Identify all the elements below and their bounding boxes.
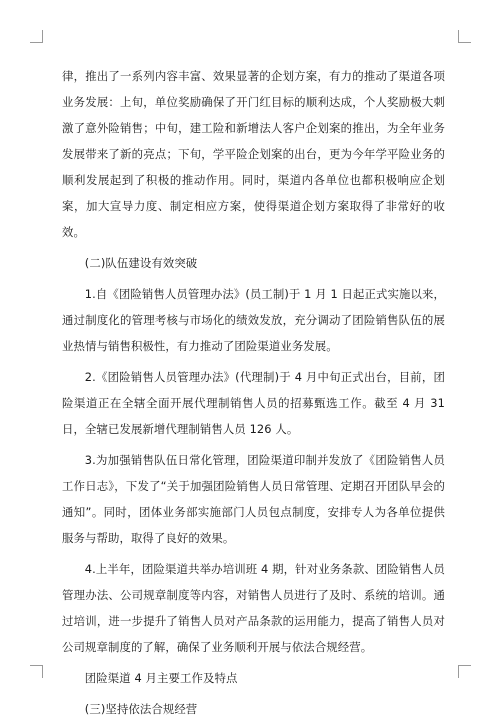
paragraph-item-1: 1.自《团险销售人员管理办法》(员工制)于 1 月 1 日起正式实施以来，通过制度化的管理考核与市场化的绩效发放，充分调动了团险销售队伍的展业热情与销售积极性，有力推动了团险渠道业务发展。	[62, 287, 445, 353]
section-heading-team-building: (二)队伍建设有效突破	[84, 256, 198, 270]
crop-mark-top-left	[30, 30, 43, 43]
paragraph-item-3: 3.为加强销售队伍日常化管理，团险渠道印制并发放了《团险销售人员工作日志》，下发了“关于加强团险销售人员日常管理、定期召开团队早会的通知”。同时，团体业务部实施部门人员包点制度，安排专人为各单位提供服务与帮助，取得了良好的效果。	[62, 453, 445, 545]
crop-mark-bottom-right	[458, 665, 471, 678]
section-heading-april-summary: 团险渠道 4 月主要工作及特点	[84, 671, 238, 685]
section-heading-compliance: (三)坚持依法合规经营	[84, 702, 198, 716]
paragraph-planning-continuation: 律，推出了一系列内容丰富、效果显著的企划方案，有力的推动了渠道各项业务发展：上旬，单位奖励确保了开门红目标的顺利达成，个人奖励极大刺激了意外险销售；中旬，建工险和新增法人客户企划案的推出，为全年业务发展带来了新的亮点；下旬，学平险企划案的出台，更为今年学平险业务的顺利发展起到了积极的推动作用。同时，渠道内各单位也都积极响应企划案，加大宣导力度、制定相应方案，使得渠道企划方案取得了非常好的收效。	[62, 69, 445, 239]
paragraph-item-4: 4.上半年，团险渠道共举办培训班 4 期，针对业务条款、团险销售人员管理办法、公司规章制度等内容，对销售人员进行了及时、系统的培训。通过培训，进一步提升了销售人员对产品条款的运用能力，提高了销售人员对公司规章制度的了解，确保了业务顺利开展与依法合规经营。	[62, 562, 445, 654]
crop-mark-top-right	[458, 30, 471, 43]
document-body	[62, 63, 445, 722]
paragraph-item-2: 2.《团险销售人员管理办法》(代理制)于 4 月中旬正式出台，目前，团险渠道正在全辖全面开展代理制销售人员的招募甄选工作。截至 4 月 31 日，全辖已发展新增代理制销售人员 126 人。	[62, 370, 445, 436]
crop-mark-bottom-left	[30, 665, 43, 678]
